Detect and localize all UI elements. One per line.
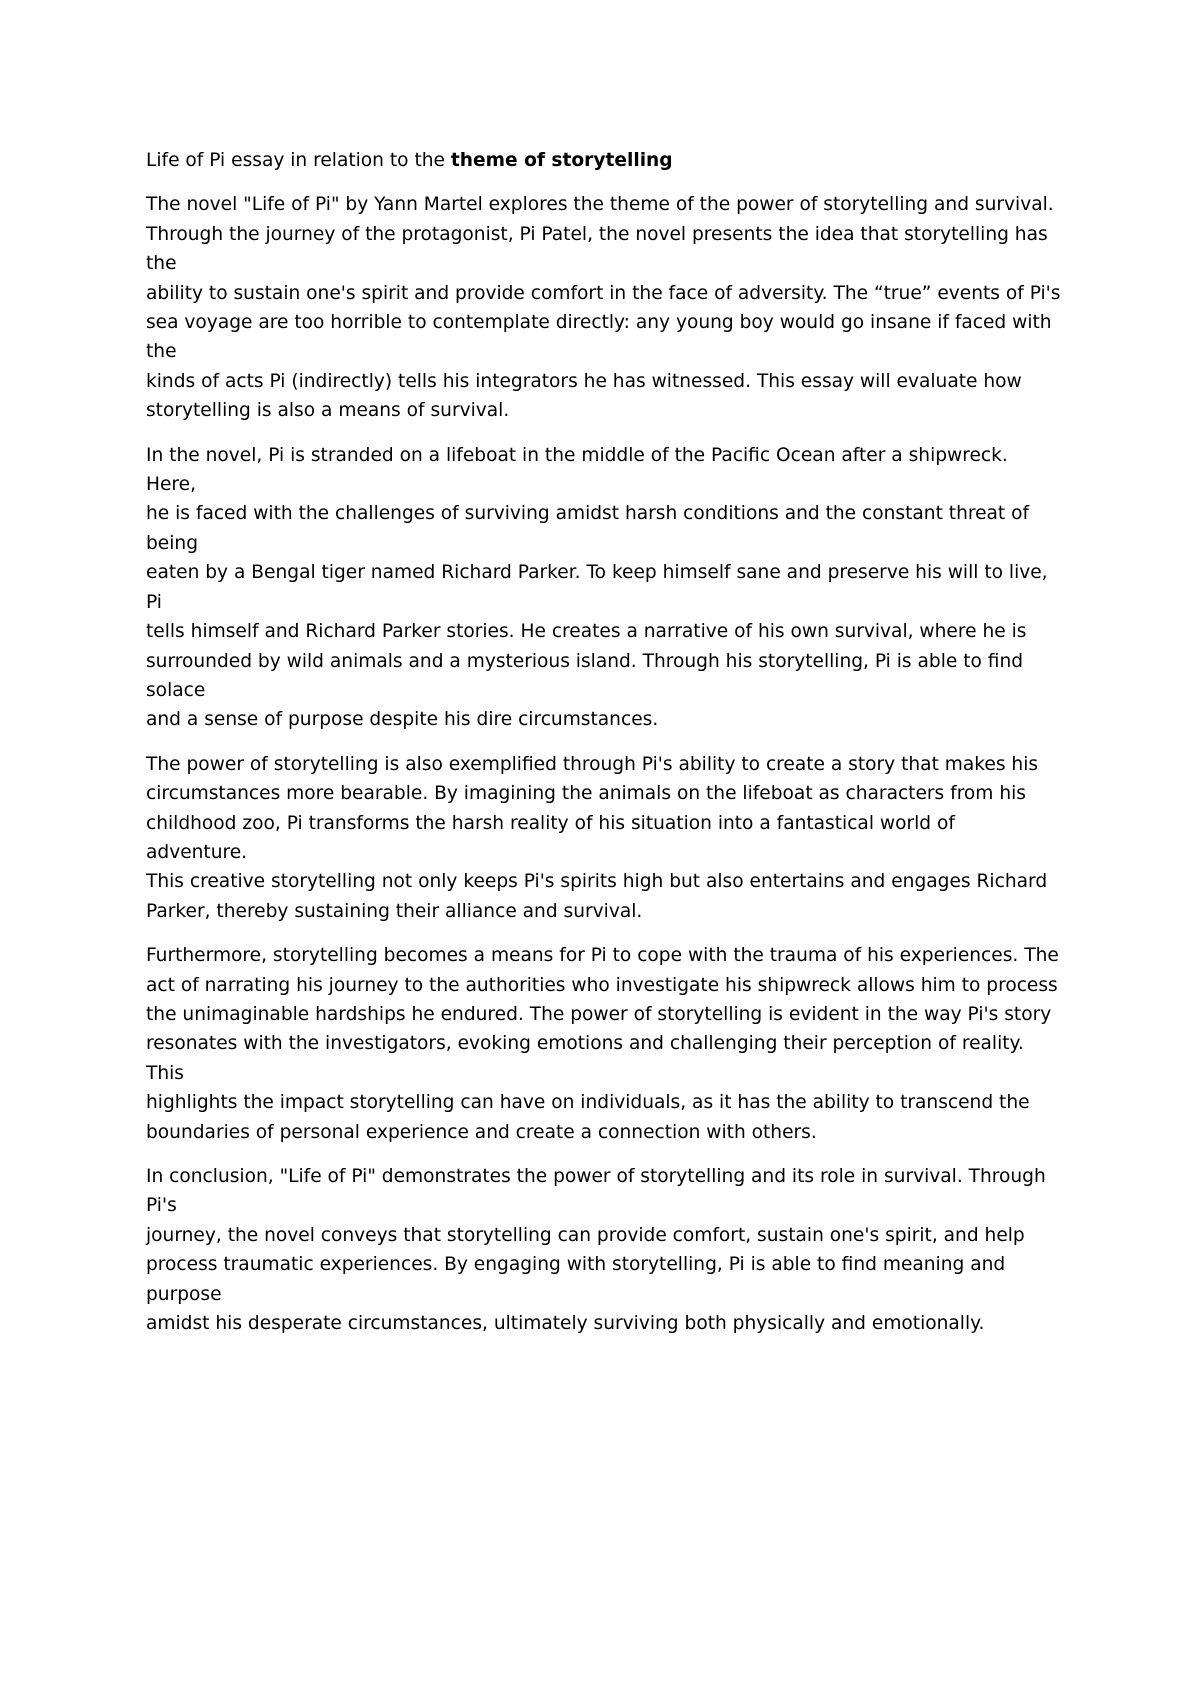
document-title [146, 146, 1061, 175]
paragraph-trauma: Furthermore, storytelling becomes a means for Pi to cope with the trauma of his experiences. The act of narrating his journey to the authorities who investigate his shipwreck allows him to process the unimaginable hardships he endured. The power of storytelling is evident in the way Pi's story resonates with the investigators, evoking emotions and challenging their perception of reality. This highlights the impact storytelling can have on individuals, as it has the ability to transcend the boundaries of personal experience and create a connection with others. [146, 945, 1059, 1143]
title-text: Life of Pi essay in relation to the [146, 150, 451, 171]
title-emphasis: theme of storytelling [450, 150, 673, 171]
paragraph-imagination: The power of storytelling is also exemplified through Pi's ability to create a story that makes his circumstances more bearable. By imagining the animals on the lifeboat as characters from his childhood zoo, Pi transforms the harsh reality of his situation into a fantastical world of adventure. This creative storytelling not only keeps Pi's spirits high but also entertains and engages Richard Parker, thereby sustaining their alliance and survival. [146, 753, 1048, 922]
paragraph-lifeboat: In the novel, Pi is stranded on a lifeboat in the middle of the Pacific Ocean after a shipwreck. Here, he is faced with the challenges of surviving amidst harsh conditions and the constant threat of being eaten by a Bengal tiger named Richard Parker. To keep himself sane and preserve his will to live, Pi tells himself and Richard Parker stories. He creates a narrative of his own survival, where he is surrounded by wild animals and a mysterious island. Through his storytelling, Pi is able to find solace and a sense of purpose despite his dire circumstances. [146, 444, 1048, 731]
paragraph-conclusion: In conclusion, "Life of Pi" demonstrates the power of storytelling and its role in survival. Through Pi's journey, the novel conveys that storytelling can provide comfort, sustain one's spirit, and help process traumatic experiences. By engaging with storytelling, Pi is able to find meaning and purpose amidst his desperate circumstances, ultimately surviving both physically and emotionally. [146, 1166, 1046, 1335]
paragraph-introduction: The novel "Life of Pi" by Yann Martel explores the theme of the power of storytelling and survival. Through the journey of the protagonist, Pi Patel, the novel presents the idea that storytelling has the ability to sustain one's spirit and provide comfort in the face of adversity. The “true” events of Pi's sea voyage are too horrible to contemplate directly: any young boy would go insane if faced with the kinds of acts Pi (indirectly) tells his integrators he has witnessed. This essay will evaluate how storytelling is also a means of survival. [146, 194, 1061, 422]
document-body [146, 146, 1061, 1353]
